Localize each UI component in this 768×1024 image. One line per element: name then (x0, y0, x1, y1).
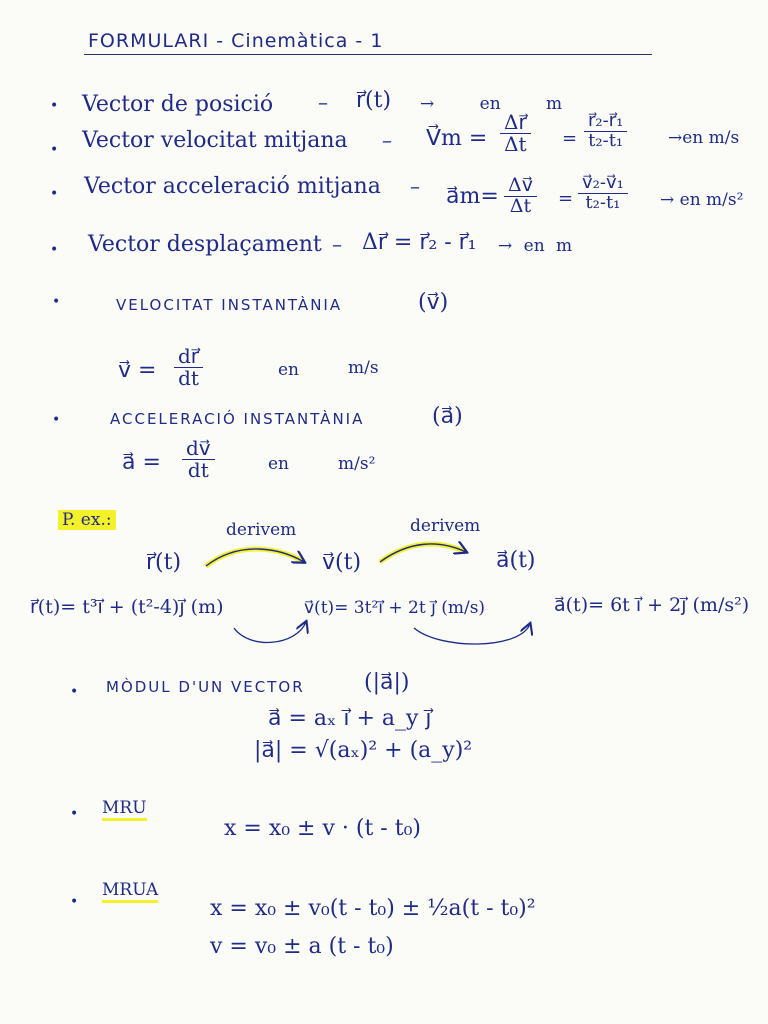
example-a: a⃗(t) (496, 548, 536, 573)
fraction-numerator: v⃗₂-v⃗₁ (578, 174, 628, 194)
inst-acceleration-symbol: (a⃗) (432, 404, 463, 429)
inst-velocity-lhs: v⃗ = (118, 358, 157, 383)
bullet: • (52, 294, 61, 310)
modulus-magnitude: |a⃗| = √(aₓ)² + (a_y)² (254, 738, 473, 763)
example-label-text: P. ex.: (58, 510, 116, 530)
fraction-denominator: dt (178, 366, 199, 390)
modulus-symbol: (|a⃗|) (364, 670, 410, 695)
bullet: • (50, 186, 59, 202)
inst-acceleration-label: ACCELERACIÓ INSTANTÀNIA (110, 410, 365, 428)
position-unit: → en m (420, 94, 563, 114)
equals-sign: = (558, 188, 574, 209)
example-r: r⃗(t) (146, 550, 182, 575)
avg-acceleration-unit: → en m/s² (660, 190, 744, 210)
mrua-label (102, 882, 158, 899)
avg-velocity-fraction-2 (584, 112, 627, 151)
avg-velocity-lhs: V⃗m = (426, 126, 488, 151)
example-v: v⃗(t) (322, 550, 362, 575)
bullet: • (50, 98, 59, 114)
avg-velocity-fraction-1 (500, 112, 531, 155)
inst-velocity-symbol: (v⃗) (418, 290, 449, 315)
example-a-equation: a⃗(t)= 6t i⃗ + 2j⃗ (m/s²) (554, 594, 750, 616)
mru-label-text: MRU (102, 798, 147, 821)
inst-velocity-en: en (278, 360, 300, 380)
mrua-label-text: MRUA (102, 880, 158, 903)
fraction-numerator: dv⃗ (182, 438, 215, 460)
example-v-equation: v⃗(t)= 3t²i⃗ + 2t j⃗ (m/s) (304, 598, 486, 618)
inst-acceleration-derivative (182, 438, 215, 481)
fraction-numerator: r⃗₂-r⃗₁ (584, 112, 627, 132)
dash: – (410, 174, 420, 198)
mrua-formula-x: x = x₀ ± v₀(t - t₀) ± ½a(t - t₀)² (210, 896, 536, 921)
inst-velocity-derivative (174, 346, 203, 389)
example-r-equation: r⃗(t)= t³i⃗ + (t²-4)j⃗ (m) (30, 596, 224, 618)
bullet: • (52, 412, 61, 428)
inst-velocity-label: VELOCITAT INSTANTÀNIA (116, 296, 343, 314)
fraction-denominator: Δt (509, 194, 532, 217)
modulus-vector: a⃗ = aₓ i⃗ + a_y j⃗ (268, 706, 432, 731)
bullet: • (70, 806, 79, 822)
displacement-formula: Δr⃗ = r⃗₂ - r⃗₁ (362, 230, 477, 255)
mru-formula: x = x₀ ± v · (t - t₀) (224, 816, 421, 841)
dash: – (332, 232, 342, 256)
title-underline (84, 54, 652, 55)
bullet: • (50, 242, 59, 258)
avg-acceleration-lhs: a⃗m= (446, 184, 499, 209)
inst-acceleration-lhs: a⃗ = (122, 450, 161, 475)
fraction-numerator: Δr⃗ (500, 112, 531, 134)
avg-acceleration-label: Vector acceleració mitjana (84, 174, 381, 199)
derive-label-2: derivem (410, 516, 481, 536)
modulus-label: MÒDUL D'UN VECTOR (106, 678, 305, 696)
avg-acceleration-fraction-1 (504, 176, 537, 217)
derive-label-1: derivem (226, 520, 297, 540)
example-label (58, 512, 116, 529)
derive-arrow-1 (206, 549, 304, 566)
displacement-unit: → en m (498, 236, 573, 256)
bullet: • (70, 684, 79, 700)
fraction-denominator: Δt (504, 132, 527, 156)
dash: – (382, 128, 392, 152)
bullet: • (70, 894, 79, 910)
displacement-label: Vector desplaçament (88, 232, 322, 257)
inst-acceleration-unit: m/s² (338, 454, 376, 474)
example-link-arrow-2 (414, 624, 530, 644)
mrua-formula-v: v = v₀ ± a (t - t₀) (210, 934, 394, 959)
derive-arrow-2 (380, 544, 466, 562)
fraction-numerator: Δv⃗ (504, 176, 537, 197)
example-link-arrow-1 (234, 622, 306, 642)
page-title: FORMULARI - Cinemàtica - 1 (88, 30, 384, 52)
position-dash: – (318, 90, 328, 114)
fraction-denominator: t₂-t₁ (588, 129, 624, 151)
avg-velocity-unit: →en m/s (668, 128, 740, 148)
inst-acceleration-en: en (268, 454, 290, 474)
fraction-denominator: dt (187, 458, 209, 482)
avg-velocity-label: Vector velocitat mitjana (82, 128, 348, 153)
fraction-numerator: dr⃗ (174, 346, 203, 368)
inst-velocity-unit: m/s (348, 358, 379, 378)
position-symbol: r⃗(t) (356, 88, 392, 113)
bullet: • (50, 142, 59, 158)
fraction-denominator: t₂-t₁ (585, 191, 621, 213)
position-label: Vector de posició (82, 92, 274, 117)
avg-acceleration-fraction-2 (578, 174, 628, 213)
equals-sign: = (562, 128, 578, 149)
mru-label (102, 800, 147, 817)
